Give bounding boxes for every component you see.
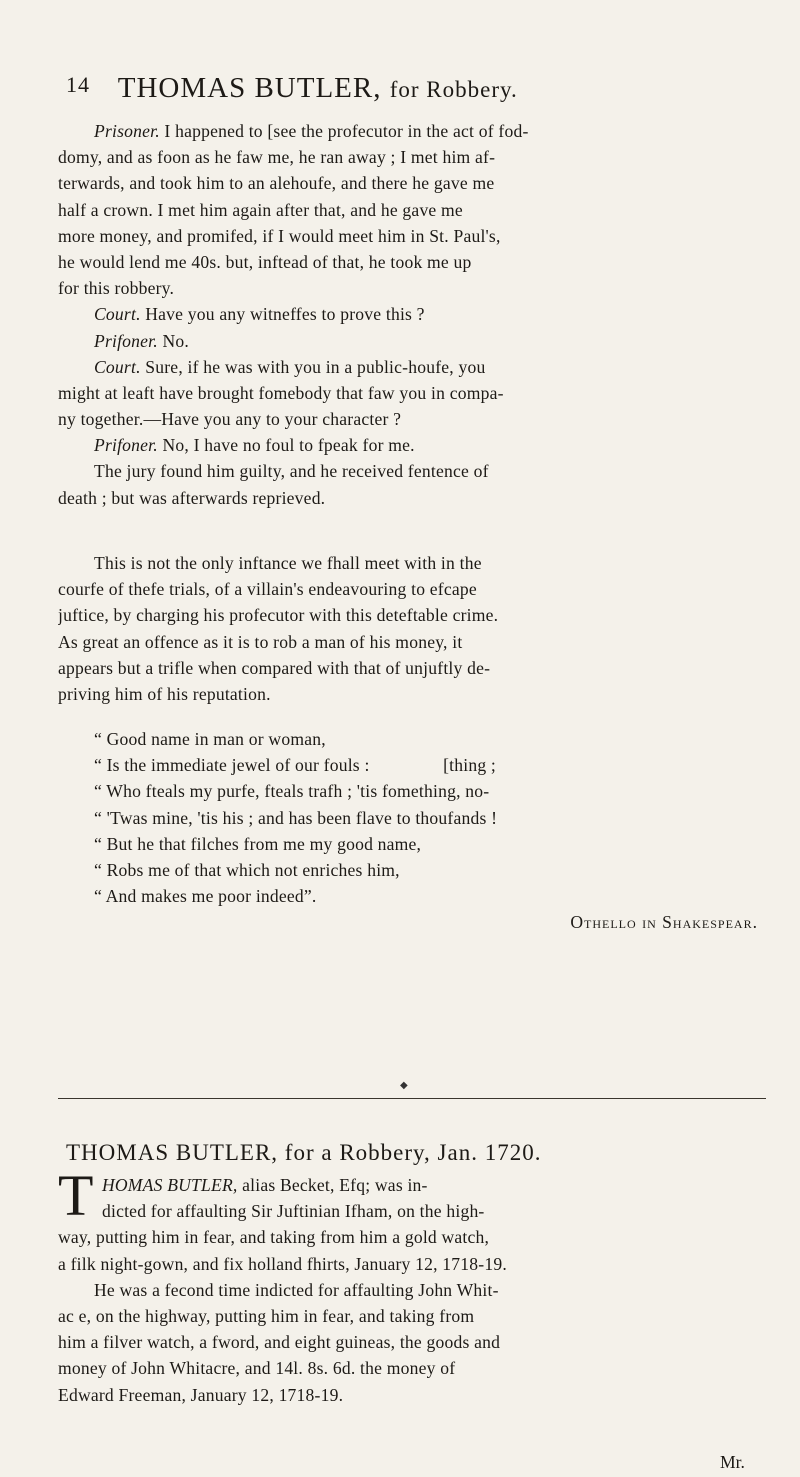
quote-line: “ But he that filches from me my good name, — [94, 833, 422, 854]
page-number: 14 — [66, 72, 90, 97]
text-line: terwards, and took him to an alehoufe, and there he gave me — [58, 173, 495, 194]
trial-dialogue — [58, 118, 766, 511]
running-head-title: THOMAS BUTLER, — [117, 72, 382, 104]
text-line: courfe of thefe trials, of a villain's endeavouring to efcape — [58, 579, 477, 600]
catchword: Mr. — [720, 1452, 745, 1472]
text-line: The jury found him guilty, and he received fentence of — [94, 461, 489, 482]
text-line: a filk night-gown, and fix holland fhirts, January 12, 1718-19. — [58, 1253, 507, 1274]
section-divider — [58, 1098, 766, 1099]
text-line: juftice, by charging his profecutor with this deteftable crime. — [58, 605, 499, 626]
text-line: ny together.—Have you any to your character ? — [58, 409, 402, 430]
quote-attribution: Othello in Shakespear. — [570, 912, 758, 933]
quote-line: “ Who fteals my purfe, fteals trafh ; 'tis fomething, no- — [94, 781, 490, 802]
quote-line: “ 'Twas mine, 'tis his ; and has been flave to thoufands ! — [94, 807, 498, 828]
text-line: appears but a trifle when compared with that of unjuftly de- — [58, 657, 491, 678]
text-line: Prifoner. No, I have no foul to fpeak for me. — [94, 435, 415, 456]
text-line: him a filver watch, a fword, and eight guineas, the goods and — [58, 1332, 501, 1353]
text-line: As great an offence as it is to rob a man of his money, it — [58, 631, 463, 652]
text-line: Court. Sure, if he was with you in a public-houfe, you — [94, 356, 486, 377]
text-line: priving him of his reputation. — [58, 683, 271, 704]
section-heading: THOMAS BUTLER, for a Robbery, Jan. 1720. — [66, 1140, 542, 1165]
othello-quote — [58, 726, 766, 936]
text-line: more money, and promifed, if I would meet him in St. Paul's, — [58, 225, 501, 246]
text-line: domy, and as foon as he faw me, he ran away ; I met him af- — [58, 147, 496, 168]
text-line: He was a fecond time indicted for affaulting John Whit- — [94, 1279, 499, 1300]
text-line: Prisoner. I happened to [see the profecutor in the act of fod- — [94, 121, 529, 141]
quote-line: “ Good name in man or woman, — [94, 729, 326, 749]
running-head-subtitle: for Robbery. — [389, 77, 518, 102]
drop-cap: T — [58, 1163, 94, 1228]
text-line: for this robbery. — [58, 278, 175, 299]
text-line: ac e, on the highway, putting him in fear, and taking from — [58, 1305, 475, 1326]
text-line: HOMAS BUTLER, alias Becket, Efq; was in- — [102, 1175, 428, 1195]
quote-line: “ Robs me of that which not enriches him, — [94, 859, 400, 880]
text-line: might at leaft have brought fomebody that faw you in compa- — [58, 382, 504, 403]
text-line: half a crown. I met him again after that, and he gave me — [58, 199, 463, 220]
text-line: money of John Whitacre, and 14l. 8s. 6d. the money of — [58, 1358, 456, 1379]
text-line: he would lend me 40s. but, inftead of that, he took me up — [58, 251, 472, 272]
text-line: Prifoner. No. — [94, 330, 189, 351]
running-head — [66, 72, 766, 112]
quote-line: “ And makes me poor indeed”. — [94, 886, 317, 907]
text-line: way, putting him in fear, and taking from him a gold watch, — [58, 1227, 490, 1248]
rule-ornament: ◆ — [400, 1080, 408, 1091]
text-line: dicted for affaulting Sir Juftinian Ifham, on the high- — [102, 1201, 485, 1222]
text-line: death ; but was afterwards reprieved. — [58, 487, 326, 508]
text-line: Court. Have you any witneffes to prove this ? — [94, 304, 425, 325]
commentary-paragraph — [58, 550, 766, 707]
indictment-paragraph — [58, 1172, 766, 1408]
text-line: This is not the only inftance we fhall meet with in the — [94, 553, 482, 573]
quote-line: “ Is the immediate jewel of our fouls : [thing ; — [94, 755, 497, 776]
text-line: Edward Freeman, January 12, 1718-19. — [58, 1384, 344, 1405]
